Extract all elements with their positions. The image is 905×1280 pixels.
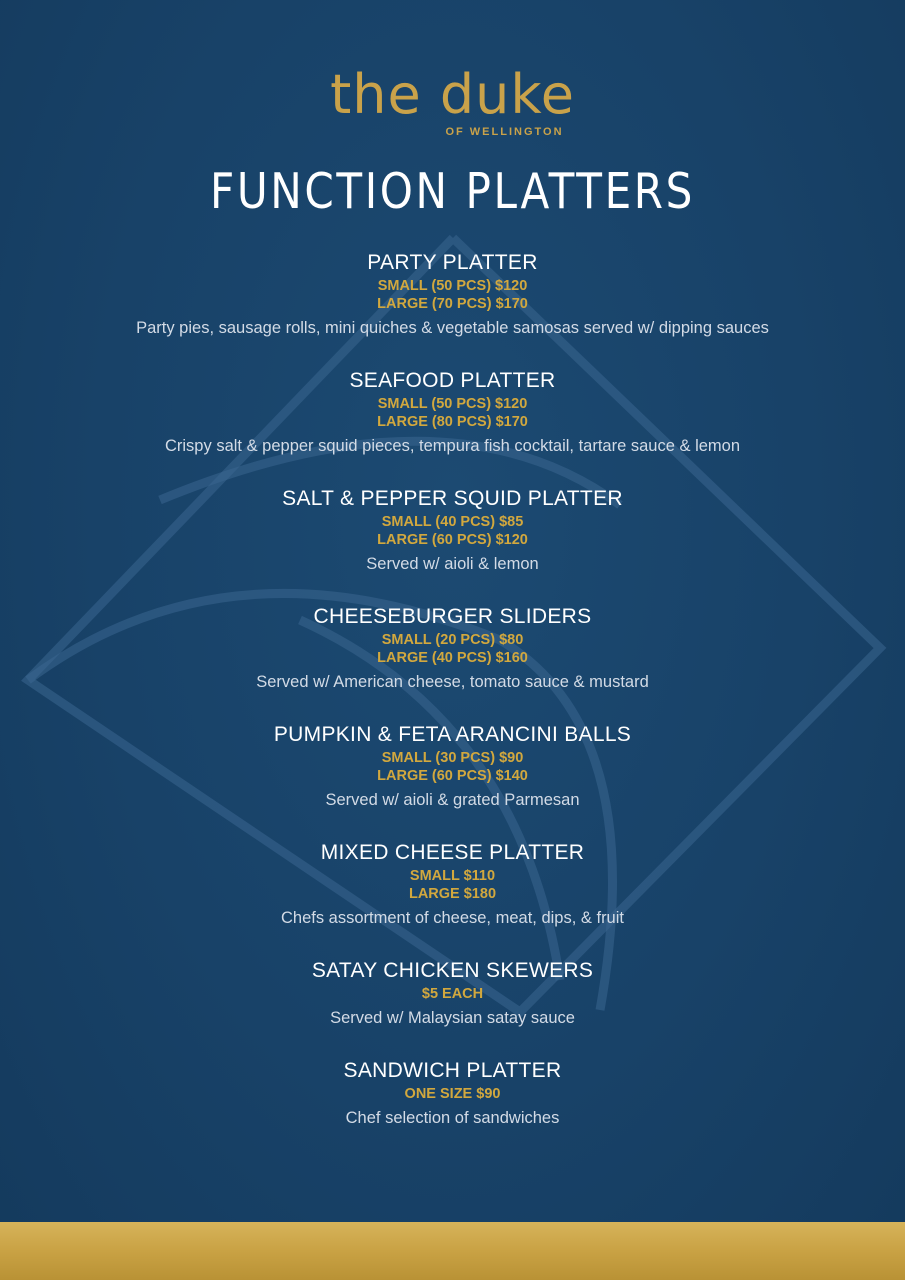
brand-name xyxy=(0,63,905,126)
platter-item xyxy=(0,1057,905,1129)
platter-description: Served w/ aioli & lemon xyxy=(366,555,539,573)
platter-description: Chefs assortment of cheese, meat, dips, & fruit xyxy=(281,909,624,927)
platter-item xyxy=(0,485,905,575)
platter-item xyxy=(0,957,905,1029)
brand-name-light: the xyxy=(330,63,422,126)
platter-size-price: SMALL $110 xyxy=(409,868,496,884)
platter-name: PUMPKIN & FETA ARANCINI BALLS xyxy=(273,723,632,746)
brand-subtitle: OF WELLINGTON xyxy=(445,126,564,138)
platter-size-price: ONE SIZE $90 xyxy=(404,1086,501,1102)
platter-item xyxy=(0,721,905,811)
platter-size-price: SMALL (20 PCS) $80 xyxy=(381,632,524,648)
platter-item xyxy=(0,839,905,929)
platter-size-price: SMALL (30 PCS) $90 xyxy=(381,750,524,766)
platter-name: SATAY CHICKEN SKEWERS xyxy=(311,959,594,982)
page-title: FUNCTION PLATTERS xyxy=(210,163,695,220)
platter-size-price: $5 EACH xyxy=(421,986,484,1002)
platter-description: Served w/ aioli & grated Parmesan xyxy=(325,791,580,809)
platter-size-price: LARGE (70 PCS) $170 xyxy=(377,296,528,312)
platter-size-price: LARGE $180 xyxy=(408,886,497,902)
platter-name: PARTY PLATTER xyxy=(367,251,538,274)
platter-name: MIXED CHEESE PLATTER xyxy=(320,841,585,864)
platter-description: Party pies, sausage rolls, mini quiches & vegetable samosas served w/ dipping sauces xyxy=(136,319,769,337)
platter-description: Chef selection of sandwiches xyxy=(345,1109,560,1127)
platter-size-price: LARGE (60 PCS) $140 xyxy=(377,768,528,784)
platter-description: Crispy salt & pepper squid pieces, tempura fish cocktail, tartare sauce & lemon xyxy=(164,437,741,455)
platter-name: CHEESEBURGER SLIDERS xyxy=(313,605,592,628)
platter-item xyxy=(0,249,905,339)
platter-name: SANDWICH PLATTER xyxy=(343,1059,562,1082)
platter-size-price: SMALL (50 PCS) $120 xyxy=(377,278,528,294)
platter-list xyxy=(0,249,905,1129)
footer-gold-bar xyxy=(0,1222,905,1280)
platter-size-price: LARGE (40 PCS) $160 xyxy=(377,650,528,666)
platter-description: Served w/ Malaysian satay sauce xyxy=(330,1009,575,1027)
platter-item xyxy=(0,367,905,457)
platter-name: SALT & PEPPER SQUID PLATTER xyxy=(282,487,623,510)
platter-item xyxy=(0,603,905,693)
platter-size-price: SMALL (50 PCS) $120 xyxy=(377,396,528,412)
platter-name: SEAFOOD PLATTER xyxy=(349,369,556,392)
platter-size-price: SMALL (40 PCS) $85 xyxy=(381,514,524,530)
brand-logo xyxy=(0,63,905,138)
brand-name-bold: duke xyxy=(439,63,575,126)
platter-size-price: LARGE (80 PCS) $170 xyxy=(377,414,528,430)
platter-size-price: LARGE (60 PCS) $120 xyxy=(377,532,528,548)
platter-description: Served w/ American cheese, tomato sauce & mustard xyxy=(256,673,649,691)
